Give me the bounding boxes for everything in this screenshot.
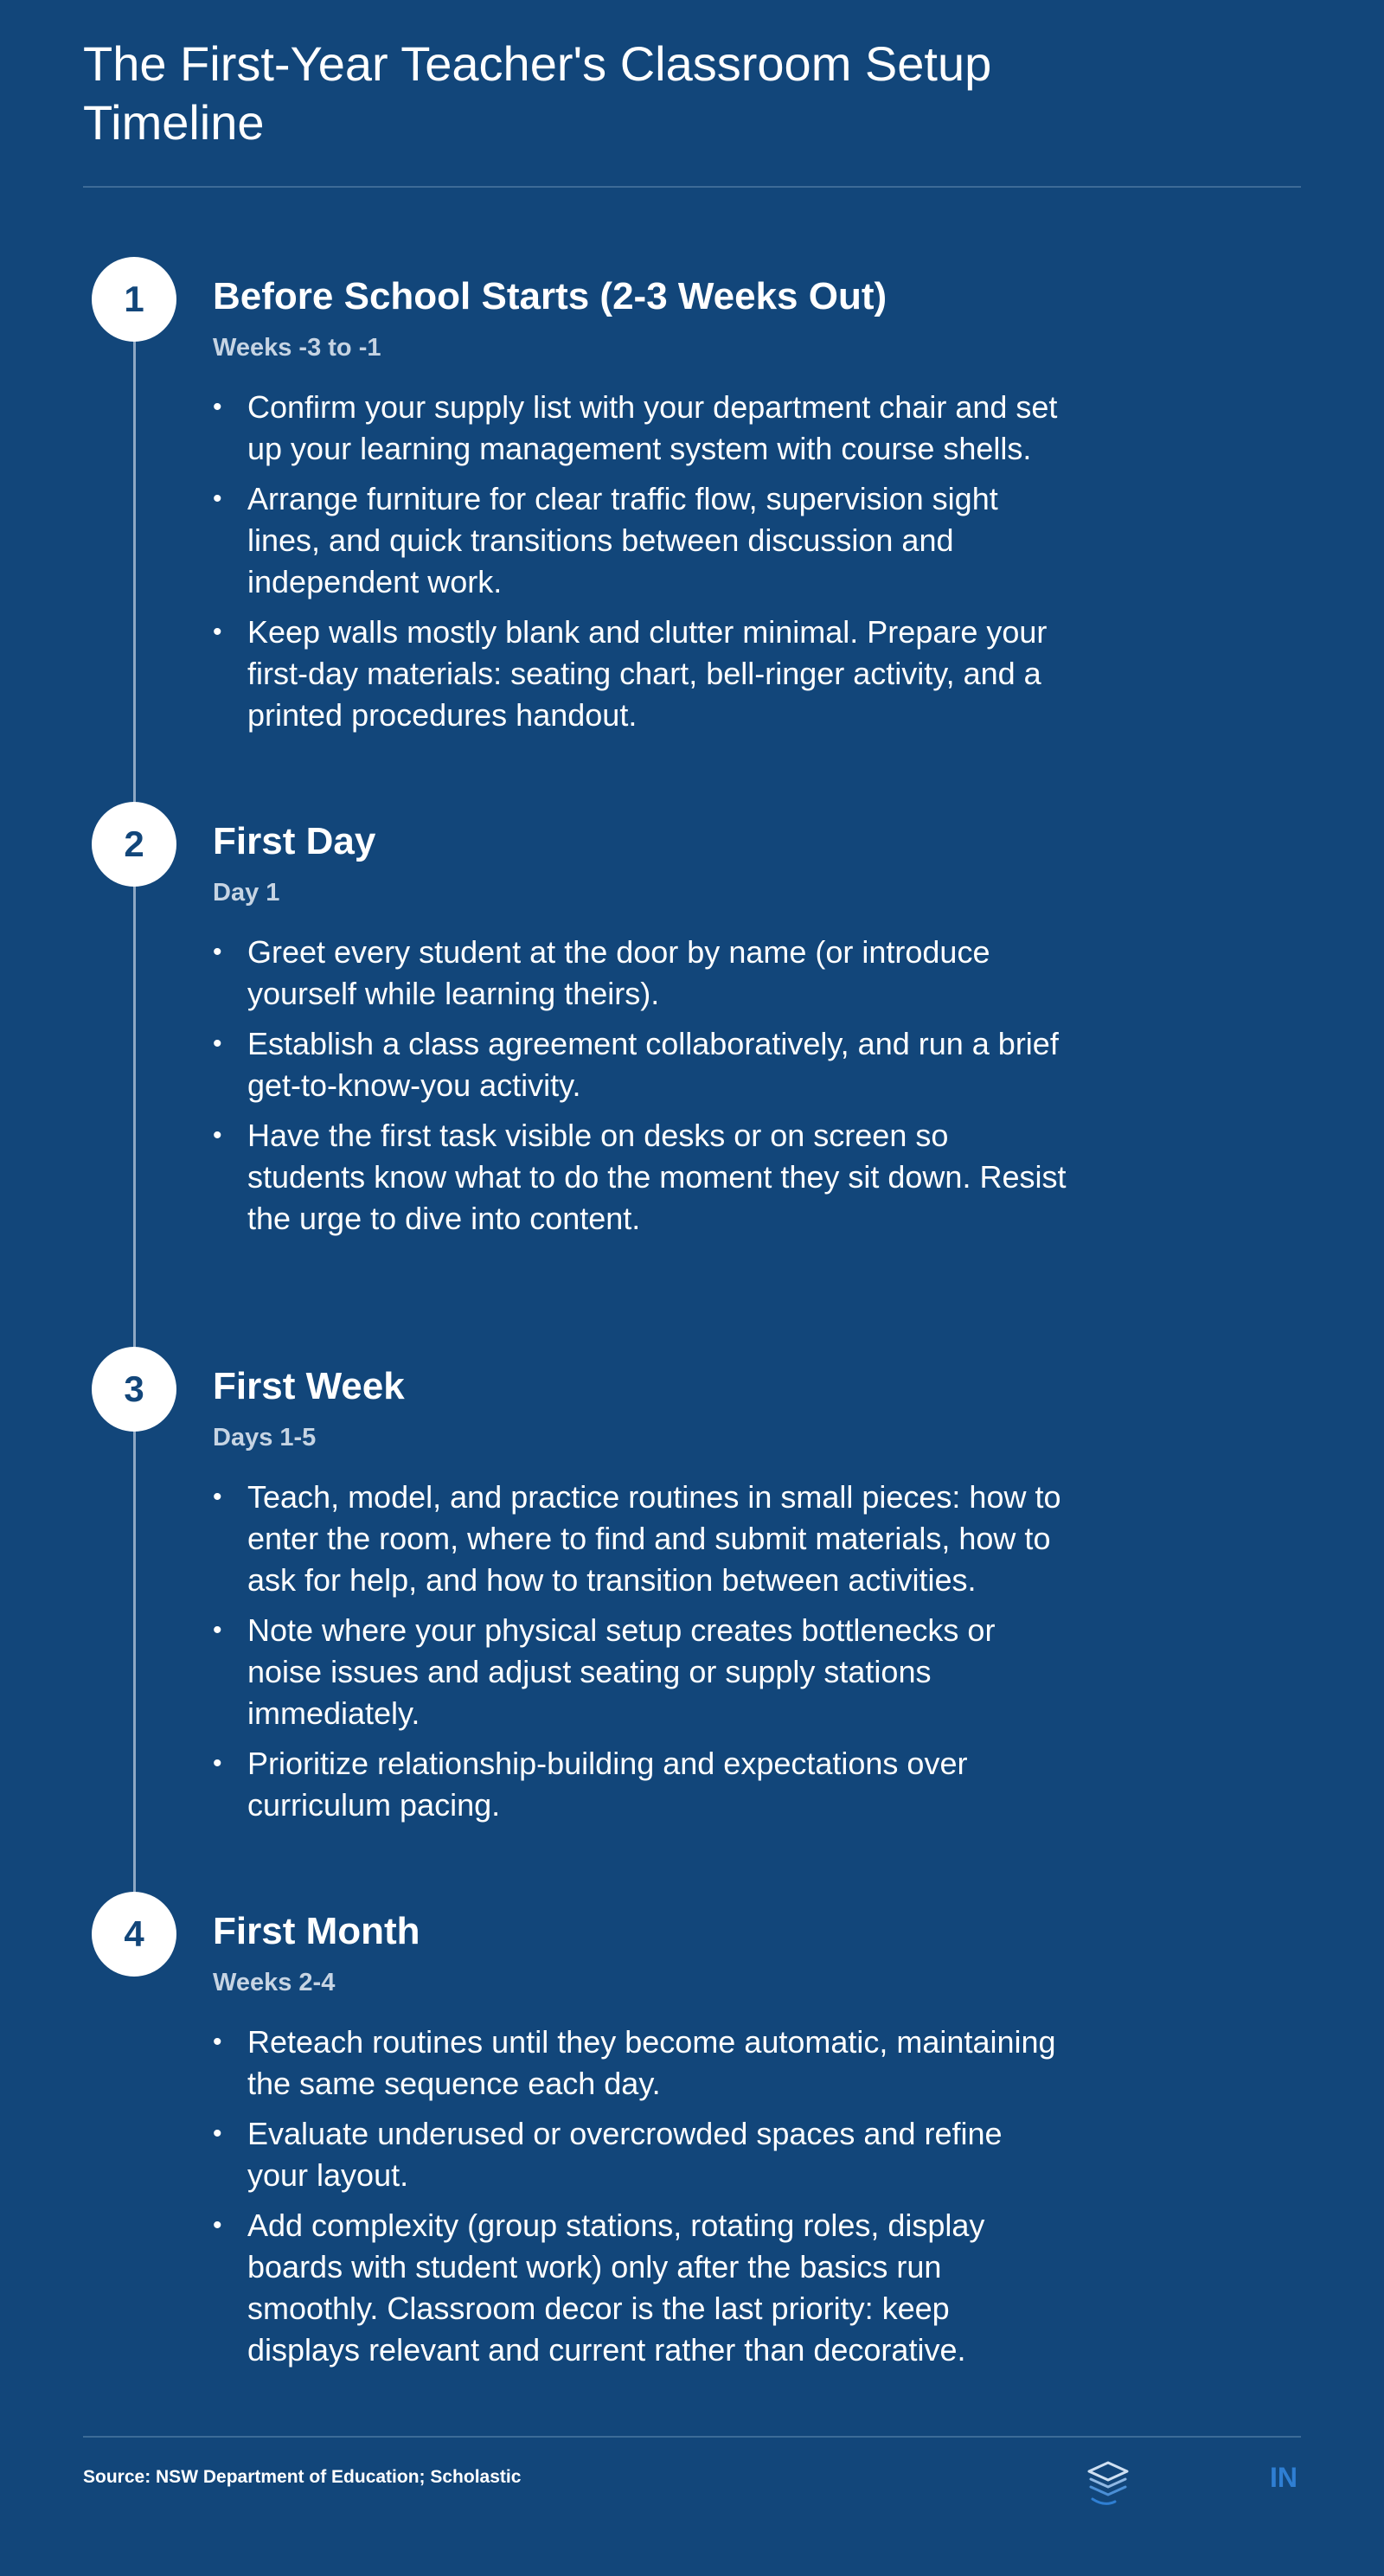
step-bullet: • Teach, model, and practice routines in small pieces: how to enter the room, where to find and submit materials, how to ask for help, and how to transition between activities. (213, 1477, 1069, 1601)
header-divider (83, 186, 1301, 188)
step-title: First Week (213, 1365, 405, 1407)
page-title: The First-Year Teacher's Classroom Setup Timeline (83, 36, 992, 150)
step-number-badge: 3 (92, 1347, 176, 1432)
step-bullet: • Reteach routines until they become automatic, maintaining the same sequence each day. (213, 2022, 1069, 2105)
brand-logo-text: IN (1270, 2462, 1298, 2493)
step-bullet: • Arrange furniture for clear traffic flow, supervision sight lines, and quick transitions between discussion and independent work. (213, 478, 1069, 603)
step-number-badge: 1 (92, 257, 176, 342)
step-subtitle: Days 1-5 (213, 1424, 317, 1451)
step-number-badge: 2 (92, 802, 176, 887)
step-title: First Month (213, 1910, 420, 1952)
footer-divider (83, 2436, 1301, 2438)
step-subtitle: Day 1 (213, 879, 280, 907)
step-subtitle: Weeks 2-4 (213, 1969, 336, 1996)
step-bullet: • Establish a class agreement collaboratively, and run a brief get-to-know-you activity. (213, 1023, 1069, 1106)
step-title: First Day (213, 820, 376, 862)
step-bullet-list (213, 1477, 1069, 1835)
step-number-badge: 4 (92, 1892, 176, 1977)
step-bullet: • Keep walls mostly blank and clutter minimal. Prepare your first-day materials: seating chart, bell-ringer activity, and a printed procedures handout. (213, 612, 1069, 736)
step-bullet: • Greet every student at the door by name (or introduce yourself while learning theirs). (213, 932, 1069, 1015)
step-bullet-list (213, 932, 1069, 1248)
step-title: Before School Starts (2-3 Weeks Out) (213, 275, 887, 317)
step-bullet: • Add complexity (group stations, rotating roles, display boards with student work) only after the basics run smoothly. Classroom decor is the last priority: keep displays relevant and current rather than decorative. (213, 2205, 1069, 2371)
step-bullet: • Prioritize relationship-building and expectations over curriculum pacing. (213, 1743, 1069, 1826)
step-bullet-list (213, 2022, 1069, 2380)
step-bullet: • Note where your physical setup creates bottlenecks or noise issues and adjust seating or supply stations immediately. (213, 1610, 1069, 1734)
stacked-layers-icon (1084, 2459, 1132, 2511)
step-bullet: • Have the first task visible on desks or on screen so students know what to do the moment they sit down. Resist the urge to dive into content. (213, 1115, 1069, 1240)
step-bullet-list (213, 387, 1069, 745)
step-bullet: • Confirm your supply list with your department chair and set up your learning management system with course shells. (213, 387, 1069, 470)
step-bullet: • Evaluate underused or overcrowded spaces and refine your layout. (213, 2113, 1069, 2196)
timeline-line (133, 303, 136, 1938)
source-citation: Source: NSW Department of Education; Scholastic (83, 2467, 522, 2487)
step-subtitle: Weeks -3 to -1 (213, 334, 381, 362)
